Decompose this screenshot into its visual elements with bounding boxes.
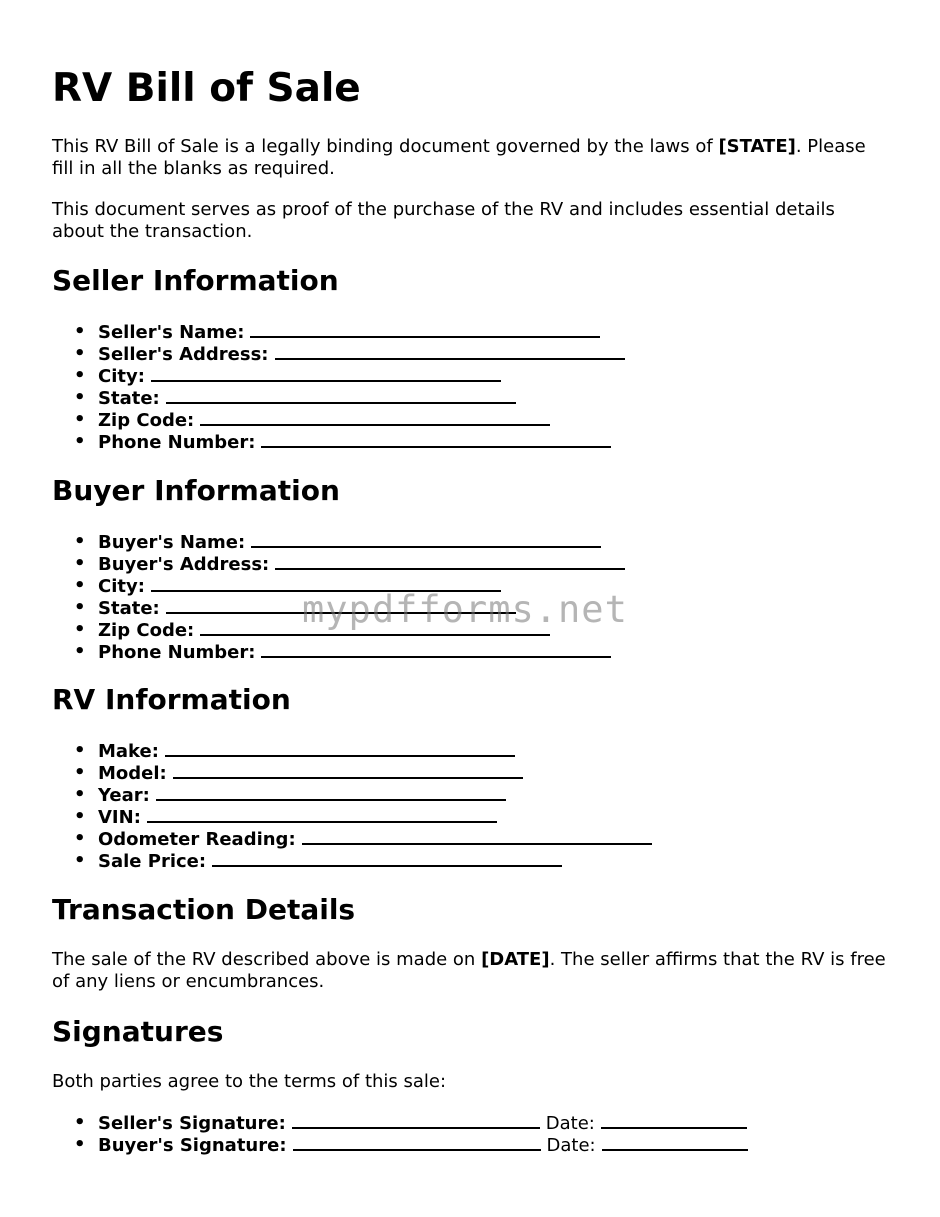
bullet-icon: •: [74, 409, 86, 430]
seller-zip-field: [52, 409, 887, 431]
bullet-icon: •: [74, 575, 86, 596]
state-placeholder: [STATE]: [718, 136, 796, 157]
signature-fields-list: [52, 1112, 887, 1156]
rv-make-field: [52, 740, 887, 762]
rv-odometer-blank[interactable]: [302, 828, 652, 845]
buyer-heading: Buyer Information: [52, 474, 340, 507]
bullet-icon: •: [74, 641, 86, 662]
rv-odometer-field: [52, 828, 887, 850]
signatures-intro: Both parties agree to the terms of this sale:: [52, 1071, 447, 1092]
rv-model-field: [52, 762, 887, 784]
field-label: Seller's Signature:: [98, 1113, 286, 1134]
bullet-icon: •: [74, 619, 86, 640]
transaction-heading: Transaction Details: [52, 893, 356, 926]
seller-fields-list: [52, 321, 887, 453]
field-label: State:: [98, 598, 160, 619]
field-label: Buyer's Signature:: [98, 1135, 287, 1156]
bullet-icon: •: [74, 553, 86, 574]
field-label: Model:: [98, 763, 167, 784]
rv-year-field: [52, 784, 887, 806]
field-label: Seller's Name:: [98, 322, 245, 343]
intro-text-end: . Please fill in all the blanks as required.: [52, 136, 866, 179]
seller-signature-blank[interactable]: [292, 1112, 540, 1129]
bullet-icon: •: [74, 597, 86, 618]
date-label: Date:: [546, 1135, 596, 1156]
rv-make-blank[interactable]: [165, 740, 515, 757]
buyer-name-field: [52, 531, 887, 553]
rv-model-blank[interactable]: [173, 762, 523, 779]
buyer-phone-blank[interactable]: [261, 641, 611, 658]
seller-name-field: [52, 321, 887, 343]
bullet-icon: •: [74, 365, 86, 386]
rv-heading: RV Information: [52, 683, 291, 716]
seller-city-blank[interactable]: [151, 365, 501, 382]
field-label: City:: [98, 576, 145, 597]
bullet-icon: •: [74, 850, 86, 871]
buyer-phone-field: [52, 641, 887, 663]
seller-name-blank[interactable]: [250, 321, 600, 338]
seller-signature-field: [52, 1112, 887, 1134]
field-label: Zip Code:: [98, 620, 195, 641]
bullet-icon: •: [74, 762, 86, 783]
date-placeholder: [DATE]: [481, 949, 550, 970]
field-label: Phone Number:: [98, 432, 256, 453]
signatures-heading: Signatures: [52, 1015, 224, 1048]
seller-state-blank[interactable]: [166, 387, 516, 404]
field-label: Zip Code:: [98, 410, 195, 431]
buyer-signature-field: [52, 1134, 887, 1156]
bullet-icon: •: [74, 828, 86, 849]
field-label: City:: [98, 366, 145, 387]
field-label: Year:: [98, 785, 150, 806]
seller-city-field: [52, 365, 887, 387]
seller-zip-blank[interactable]: [200, 409, 550, 426]
bullet-icon: •: [74, 321, 86, 342]
seller-address-field: [52, 343, 887, 365]
field-label: Buyer's Name:: [98, 532, 246, 553]
field-label: Make:: [98, 741, 159, 762]
intro-text: This RV Bill of Sale is a legally binding document governed by the laws of: [52, 136, 719, 157]
date-label: Date:: [545, 1113, 595, 1134]
seller-address-blank[interactable]: [275, 343, 625, 360]
seller-heading: Seller Information: [52, 264, 339, 297]
bullet-icon: •: [74, 784, 86, 805]
rv-sale-price-field: [52, 850, 887, 872]
field-label: Odometer Reading:: [98, 829, 296, 850]
buyer-signature-blank[interactable]: [293, 1134, 541, 1151]
buyer-address-blank[interactable]: [275, 553, 625, 570]
rv-year-blank[interactable]: [156, 784, 506, 801]
bullet-icon: •: [74, 1112, 86, 1133]
bullet-icon: •: [74, 1134, 86, 1155]
intro-paragraph-2: This document serves as proof of the purchase of the RV and includes essential details about the transaction.: [52, 199, 835, 242]
rv-vin-blank[interactable]: [147, 806, 497, 823]
transaction-paragraph: [52, 949, 887, 993]
buyer-address-field: [52, 553, 887, 575]
buyer-date-blank[interactable]: [602, 1134, 748, 1151]
field-label: Phone Number:: [98, 642, 256, 663]
rv-vin-field: [52, 806, 887, 828]
transaction-text: The sale of the RV described above is made on: [52, 949, 482, 970]
field-label: State:: [98, 388, 160, 409]
bullet-icon: •: [74, 806, 86, 827]
field-label: VIN:: [98, 807, 141, 828]
seller-phone-field: [52, 431, 887, 453]
intro-paragraph-1: [52, 136, 887, 180]
transaction-text-end: . The seller affirms that the RV is free of any liens or encumbrances.: [52, 949, 886, 992]
document-title: RV Bill of Sale: [52, 66, 361, 111]
seller-state-field: [52, 387, 887, 409]
buyer-name-blank[interactable]: [251, 531, 601, 548]
seller-date-blank[interactable]: [601, 1112, 747, 1129]
field-label: Buyer's Address:: [98, 554, 270, 575]
bullet-icon: •: [74, 343, 86, 364]
bullet-icon: •: [74, 431, 86, 452]
rv-sale-price-blank[interactable]: [212, 850, 562, 867]
rv-fields-list: [52, 740, 887, 872]
seller-phone-blank[interactable]: [261, 431, 611, 448]
bullet-icon: •: [74, 387, 86, 408]
bullet-icon: •: [74, 740, 86, 761]
field-label: Sale Price:: [98, 851, 207, 872]
watermark: mypdfforms.net: [302, 588, 628, 631]
bullet-icon: •: [74, 531, 86, 552]
field-label: Seller's Address:: [98, 344, 269, 365]
